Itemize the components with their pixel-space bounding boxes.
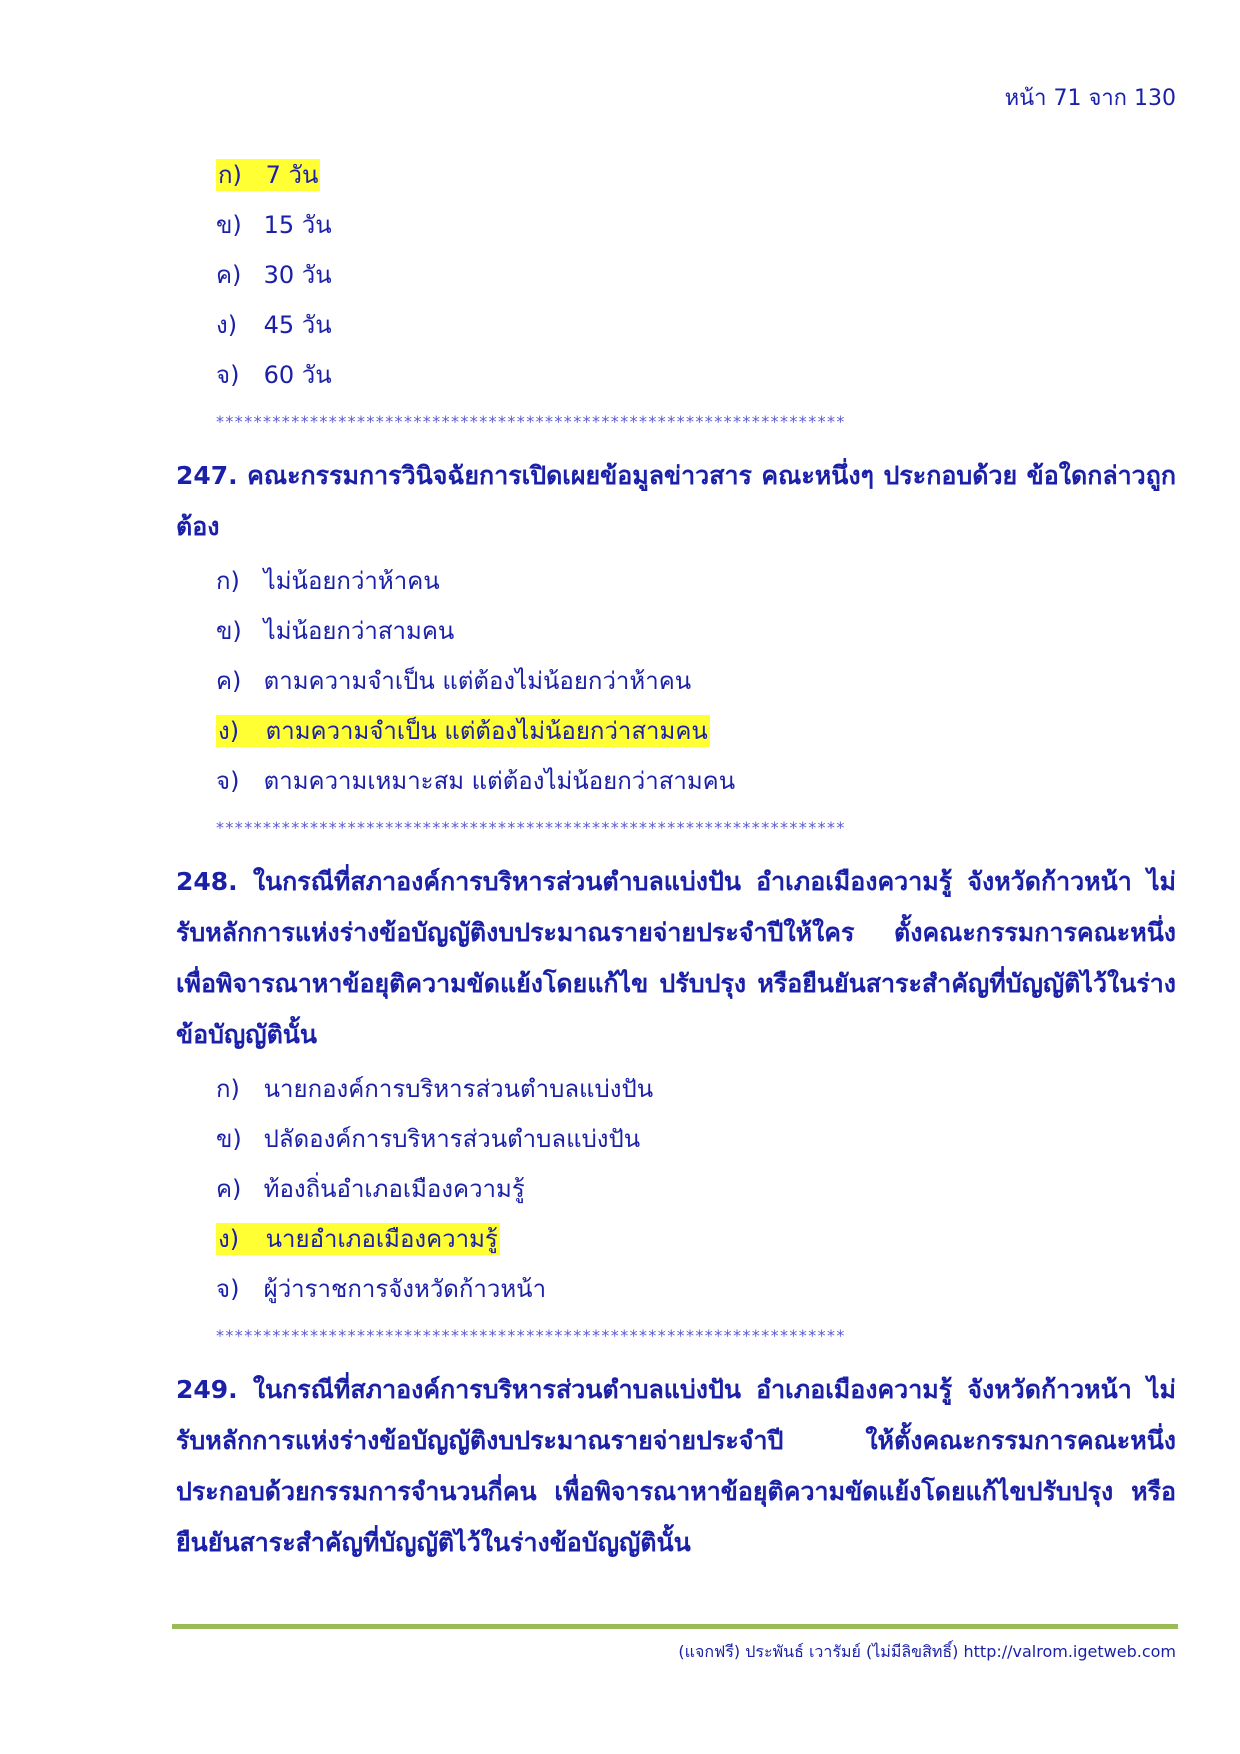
option-q246-b: ข) 15 วัน [216, 211, 332, 239]
option-q248-d [176, 1214, 1176, 1264]
answer-highlight: ง) ตามความจำเป็น แต่ต้องไม่น้อยกว่าสามคน [218, 717, 708, 745]
option-q246-e: จ) 60 วัน [216, 361, 332, 389]
option-q248-c: ค) ท้องถิ่นอำเภอเมืองความรู้ [216, 1175, 525, 1203]
question-248: 248. ในกรณีที่สภาองค์การบริหารส่วนตำบลแบ่งปัน อำเภอเมืองความรู้ จังหวัดก้าวหน้า ไม่รับหลักการแห่งร่างข้อบัญญัติงบประมาณรายจ่ายประจำปีให้ใคร ตั้งคณะกรรมการคณะหนึ่งเพื่อพิจารณาหาข้อยุติความขัดแย้งโดยแก้ไข ปรับปรุง หรือยืนยันสาระสำคัญที่บัญญัติไว้ในร่างข้อบัญญัตินั้น [176, 867, 1176, 1049]
document-body [176, 150, 1176, 1572]
option-q248-a: ก) นายกองค์การบริหารส่วนตำบลแบ่งปัน [216, 1075, 654, 1103]
option-q247-d [176, 706, 1176, 756]
option-q247-c: ค) ตามความจำเป็น แต่ต้องไม่น้อยกว่าห้าคน [216, 667, 692, 695]
question-249: 249. ในกรณีที่สภาองค์การบริหารส่วนตำบลแบ่งปัน อำเภอเมืองความรู้ จังหวัดก้าวหน้า ไม่รับหลักการแห่งร่างข้อบัญญัติงบประมาณรายจ่ายประจำปี ให้ตั้งคณะกรรมการคณะหนึ่งประกอบด้วยกรรมการจำนวนกี่คน เพื่อพิจารณาหาข้อยุติความขัดแย้งโดยแก้ไขปรับปรุง หรือยืนยันสาระสำคัญที่บัญญัติไว้ในร่างข้อบัญญัตินั้น [176, 1375, 1176, 1557]
answer-highlight: ก) 7 วัน [218, 161, 319, 189]
separator: ******************************************************************* [216, 412, 846, 431]
question-247: 247. คณะกรรมการวินิจฉัยการเปิดเผยข้อมูลข่าวสาร คณะหนึ่งๆ ประกอบด้วย ข้อใดกล่าวถูกต้อง [176, 461, 1176, 541]
option-q246-d: ง) 45 วัน [216, 311, 332, 339]
option-q248-b: ข) ปลัดองค์การบริหารส่วนตำบลแบ่งปัน [216, 1125, 641, 1153]
footer-credit: (แจกฟรี) ประพันธ์ เวารัมย์ (ไม่มีลิขสิทธิ์) http://valrom.igetweb.com [678, 1642, 1176, 1661]
option-q247-e: จ) ตามความเหมาะสม แต่ต้องไม่น้อยกว่าสามคน [216, 767, 736, 795]
answer-highlight: ง) นายอำเภอเมืองความรู้ [218, 1225, 498, 1253]
option-q246-a [176, 150, 1176, 200]
page-number: หน้า 71 จาก 130 [1004, 86, 1176, 111]
footer-divider [172, 1624, 1178, 1629]
separator: ******************************************************************* [216, 818, 846, 837]
option-q247-a: ก) ไม่น้อยกว่าห้าคน [216, 567, 440, 595]
separator: ******************************************************************* [216, 1326, 846, 1345]
option-q246-c: ค) 30 วัน [216, 261, 332, 289]
option-q247-b: ข) ไม่น้อยกว่าสามคน [216, 617, 455, 645]
option-q248-e: จ) ผู้ว่าราชการจังหวัดก้าวหน้า [216, 1275, 547, 1303]
